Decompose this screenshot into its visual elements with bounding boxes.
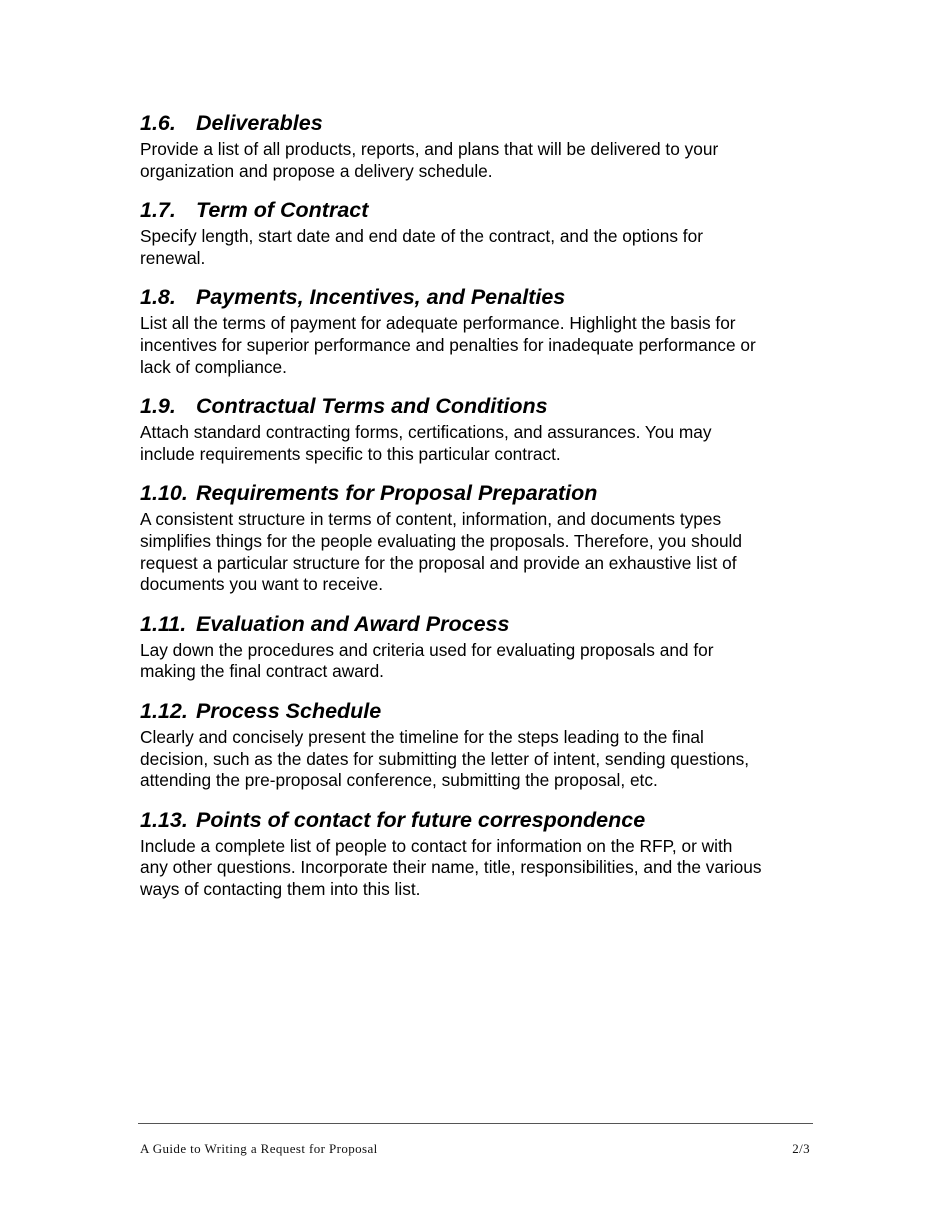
section-title: Requirements for Proposal Preparation [196, 481, 598, 506]
section-title: Points of contact for future correspondence [196, 807, 646, 832]
section-number: 1.13. [140, 807, 188, 832]
section-title: Process Schedule [196, 698, 382, 723]
section-body: Specify length, start date and end date of the contract, and the options for renewal. [140, 226, 703, 268]
section-number: 1.12. [140, 698, 188, 723]
section-number: 1.10. [140, 481, 188, 506]
footer-document-title: A Guide to Writing a Request for Proposal [140, 1141, 378, 1156]
section-body: Include a complete list of people to contact for information on the RFP, or with any other questions. Incorporate their name, title, responsibilities, and the various ways of contacting them into this list. [140, 835, 762, 899]
section-body: Attach standard contracting forms, certifications, and assurances. You may include requirements specific to this particular contract. [140, 422, 712, 464]
section-heading [140, 696, 820, 726]
section-number: 1.7. [140, 198, 176, 223]
section-deliverables [140, 108, 820, 182]
section-body: Provide a list of all products, reports, and plans that will be delivered to your organization and propose a delivery schedule. [140, 139, 719, 181]
section-payments [140, 282, 820, 378]
section-heading [140, 609, 820, 639]
section-heading [140, 108, 820, 138]
footer-divider [138, 1123, 813, 1124]
section-process-schedule [140, 696, 820, 792]
section-number: 1.6. [140, 111, 176, 135]
section-title: Term of Contract [196, 198, 369, 223]
section-heading [140, 391, 820, 421]
section-number: 1.8. [140, 285, 176, 310]
footer-page-number: 2/3 [792, 1141, 810, 1156]
section-heading [140, 282, 820, 312]
section-body: Clearly and concisely present the timeline for the steps leading to the final decision, such as the dates for submitting the letter of intent, sending questions, attending the pre-proposal conference, submitting the proposal, etc. [140, 726, 750, 791]
section-heading [140, 195, 820, 225]
section-number: 1.11. [140, 611, 187, 636]
section-proposal-preparation [140, 478, 820, 595]
section-body: Lay down the procedures and criteria used for evaluating proposals and for making the final contract award. [140, 639, 714, 682]
section-points-of-contact [140, 805, 820, 901]
section-contractual-terms [140, 391, 820, 465]
page-content [140, 108, 820, 913]
section-title: Deliverables [196, 111, 323, 135]
section-body: List all the terms of payment for adequate performance. Highlight the basis for incentives for superior performance and penalties for inadequate performance or lack of compliance. [140, 313, 756, 377]
section-number: 1.9. [140, 394, 176, 419]
section-title: Payments, Incentives, and Penalties [196, 285, 566, 310]
section-term-of-contract [140, 195, 820, 269]
section-heading [140, 805, 820, 835]
section-body: A consistent structure in terms of content, information, and documents types simplifies things for the people evaluating the proposals. Therefore, you should request a particular structure for the proposal and provide an exhaustive list of documents you want to receive. [140, 509, 743, 595]
section-title: Evaluation and Award Process [196, 611, 510, 636]
section-heading [140, 478, 820, 508]
section-evaluation-award [140, 609, 820, 683]
section-title: Contractual Terms and Conditions [196, 394, 548, 419]
